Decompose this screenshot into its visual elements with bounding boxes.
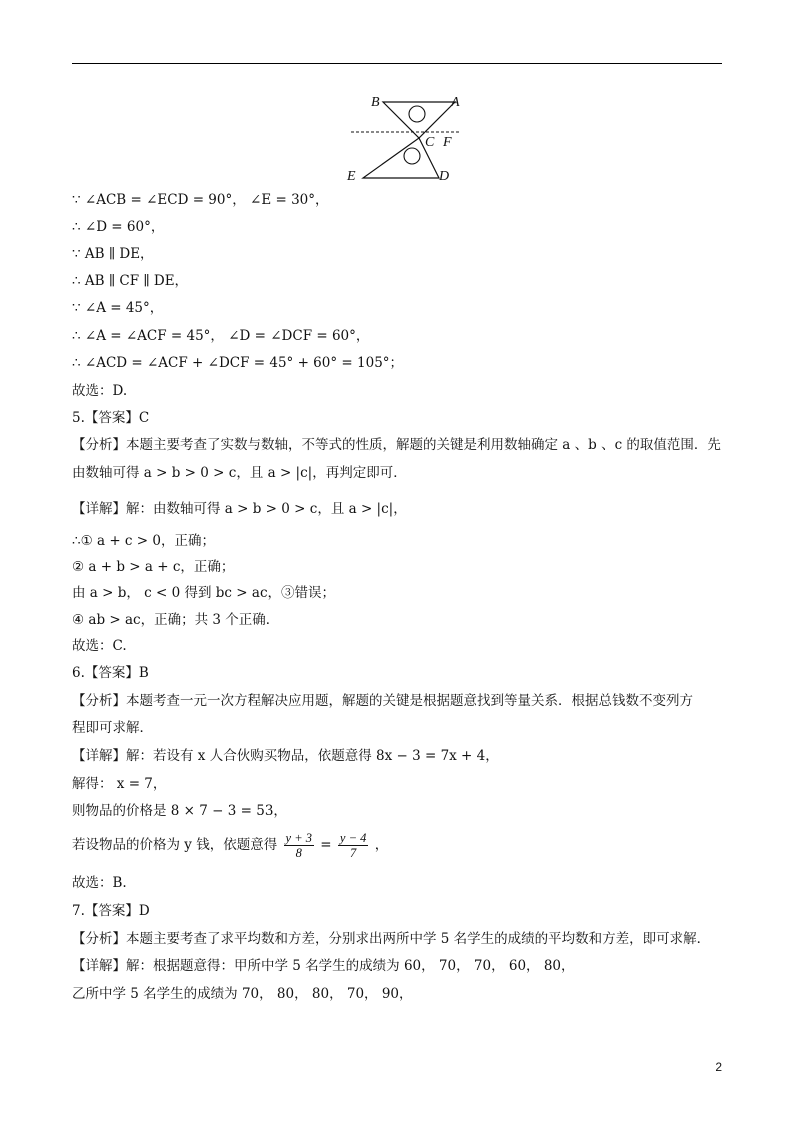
text-line: 解得： x = 7， bbox=[72, 776, 167, 792]
text-line: ② a + b > a + c，正确； bbox=[72, 559, 235, 575]
text-line: 【分析】本题考查一元一次方程解决应用题，解题的关键是根据题意找到等量关系．根据总钱数不变列方 bbox=[72, 693, 693, 709]
header-rule bbox=[72, 63, 722, 64]
fraction-2-denominator: 7 bbox=[350, 846, 357, 860]
text-line: 【详解】解：根据题意得：甲所中学 5 名学生的成绩为 60， 70， 70， 60， 80， bbox=[72, 958, 575, 974]
text-line: 由 a > b， c < 0 得到 bc > ac，③错误； bbox=[72, 585, 335, 601]
fraction-2-numerator: y − 4 bbox=[339, 831, 367, 845]
fraction-line-suffix: ， bbox=[374, 837, 389, 853]
text-line: 【分析】本题主要考查了实数与数轴，不等式的性质，解题的关键是利用数轴确定 a 、b 、c 的取值范围．先 bbox=[72, 437, 721, 453]
fraction-line bbox=[72, 828, 388, 862]
text-line: 程即可求解． bbox=[72, 720, 153, 736]
text-line: 【分析】本题主要考查了求平均数和方差，分别求出两所中学 5 名学生的成绩的平均数和方差，即可求解． bbox=[72, 931, 711, 947]
fraction-1-denominator: 8 bbox=[295, 846, 302, 860]
fraction-2 bbox=[338, 831, 368, 860]
label-c: C bbox=[425, 135, 435, 150]
fraction-1-numerator: y + 3 bbox=[285, 831, 312, 845]
label-f: F bbox=[443, 135, 452, 150]
text-line: 【详解】解：由数轴可得 a > b > 0 > c，且 a > |c|， bbox=[72, 501, 407, 517]
fraction-line-prefix: 若设物品的价格为 y 钱，依题意得 bbox=[72, 837, 278, 853]
text-line: ∴ ∠A = ∠ACF = 45°， ∠D = ∠DCF = 60°， bbox=[72, 328, 370, 344]
text-line: ∴ ∠D = 60°， bbox=[72, 219, 165, 235]
label-a: A bbox=[451, 95, 460, 110]
label-e: E bbox=[347, 169, 356, 184]
text-line: 则物品的价格是 8 × 7 − 3 = 53， bbox=[72, 803, 287, 819]
label-d: D bbox=[439, 169, 450, 184]
text-line: 【详解】解：若设有 x 人合伙购买物品，依题意得 8x − 3 = 7x + 4， bbox=[72, 748, 499, 764]
text-line: ④ ab > ac，正确；共 3 个正确． bbox=[72, 612, 280, 628]
text-line: 故选：B. bbox=[72, 875, 127, 891]
text-line: 由数轴可得 a > b > 0 > c，且 a > |c|，再判定即可． bbox=[72, 465, 407, 481]
text-line: 乙所中学 5 名学生的成绩为 70， 80， 80， 70， 90， bbox=[72, 986, 413, 1002]
text-line: 故选：D. bbox=[72, 383, 128, 399]
fraction-1 bbox=[284, 831, 314, 860]
text-line: ∵ ∠ACB = ∠ECD = 90°， ∠E = 30°， bbox=[72, 192, 329, 208]
text-line: ∴ AB ∥ CF ∥ DE， bbox=[72, 273, 189, 289]
text-line: 5.【答案】C bbox=[72, 410, 150, 426]
text-line: ∴ ∠ACD = ∠ACF + ∠DCF = 45° + 60° = 105°； bbox=[72, 355, 404, 371]
text-line: 7.【答案】D bbox=[72, 903, 150, 919]
text-line: ∵ AB ∥ DE， bbox=[72, 246, 154, 262]
fraction-equals: = bbox=[320, 837, 332, 853]
text-line: ∵ ∠A = 45°， bbox=[72, 300, 164, 316]
page-number: 2 bbox=[715, 1060, 722, 1074]
text-line: ∴① a + c > 0，正确； bbox=[72, 533, 215, 549]
label-b: B bbox=[371, 95, 380, 110]
geometry-figure bbox=[347, 90, 475, 184]
text-line: 6.【答案】B bbox=[72, 665, 149, 681]
text-line: 故选：C. bbox=[72, 638, 127, 654]
